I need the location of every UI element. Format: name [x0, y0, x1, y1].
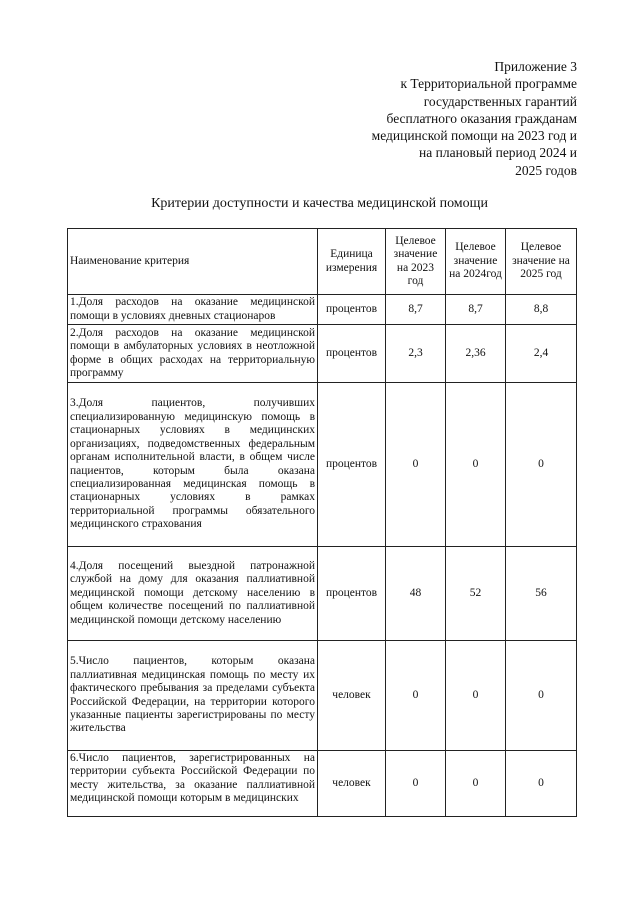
value-2025: 56 [506, 547, 577, 641]
criterion-unit: процентов [318, 383, 386, 547]
appendix-line: на плановый период 2024 и [419, 145, 577, 161]
column-header-2023: Целевое значение на 2023 год [386, 229, 446, 295]
column-header-name: Наименование критерия [68, 229, 318, 295]
appendix-line: медицинской помощи на 2023 год и [371, 128, 577, 144]
criterion-name: 2.Доля расходов на оказание медицинской помощи в амбулаторных условиях в неотложной форме в общих расходах на территориальную программу [68, 325, 318, 383]
criterion-name: 4.Доля посещений выездной патронажной службой на дому для оказания паллиативной медицинской помощи детскому населению в общем количестве посещений по паллиативной медицинской помощи детскому населению [68, 547, 318, 641]
criterion-unit: человек [318, 751, 386, 817]
criterion-name-cell [68, 751, 318, 817]
criterion-name: 1.Доля расходов на оказание медицинской помощи в условиях дневных стационаров [68, 295, 318, 325]
value-2023: 2,3 [386, 325, 446, 383]
column-header-2025: Целевое значение на 2025 год [506, 229, 577, 295]
value-2023: 0 [386, 641, 446, 751]
criterion-unit: процентов [318, 325, 386, 383]
appendix-line: 2025 годов [515, 162, 577, 178]
column-header-unit: Единица измерения [318, 229, 386, 295]
appendix-line: Приложение 3 [494, 59, 577, 74]
table-row [68, 641, 577, 751]
table-row [68, 383, 577, 547]
value-2023: 48 [386, 547, 446, 641]
value-2024: 2,36 [446, 325, 506, 383]
criterion-unit: процентов [318, 295, 386, 325]
criterion-name: 5.Число пациентов, которым оказана паллиативная медицинская помощь по месту их фактического пребывания за пределами субъекта Российской Федерации, на территории которого указанные пациенты зарегистрированы по месту жительства [68, 641, 318, 751]
document-title: Критерии доступности и качества медицинской помощи [151, 196, 488, 211]
criterion-name: 6.Число пациентов, зарегистрированных на территории субъекта Российской Федерации по месту жительства, за оказание паллиативной медицинской помощи которым в медицинских [70, 752, 315, 805]
appendix-line: бесплатного оказания гражданам [386, 110, 577, 126]
value-2025: 8,8 [506, 295, 577, 325]
table-row [68, 547, 577, 641]
value-2024: 0 [446, 641, 506, 751]
table-row [68, 751, 577, 817]
value-2025: 2,4 [506, 325, 577, 383]
value-2023: 0 [386, 751, 446, 817]
value-2023: 8,7 [386, 295, 446, 325]
value-2024: 8,7 [446, 295, 506, 325]
table-row [68, 325, 577, 383]
value-2025: 0 [506, 641, 577, 751]
value-2024: 0 [446, 383, 506, 547]
value-2024: 52 [446, 547, 506, 641]
value-2023: 0 [386, 383, 446, 547]
appendix-header [372, 58, 577, 179]
value-2025: 0 [506, 751, 577, 817]
table-row [68, 295, 577, 325]
criteria-table [67, 228, 577, 817]
criterion-unit: процентов [318, 547, 386, 641]
value-2025: 0 [506, 383, 577, 547]
criterion-unit: человек [318, 641, 386, 751]
table-header-row [68, 229, 577, 295]
appendix-line: к Территориальной программе [400, 76, 577, 92]
column-header-2024: Целевое значение на 2024год [446, 229, 506, 295]
appendix-line: государственных гарантий [423, 93, 577, 109]
criterion-name: 3.Доля пациентов, получивших специализированную медицинскую помощь в стационарных условиях в медицинских организациях, подведомственных федеральным органам исполнительной власти, в общем числе пациентов, которым была оказана специализированная медицинская помощь в стационарных условиях в рамках территориальной программы обязательного медицинского страхования [68, 383, 318, 547]
value-2024: 0 [446, 751, 506, 817]
